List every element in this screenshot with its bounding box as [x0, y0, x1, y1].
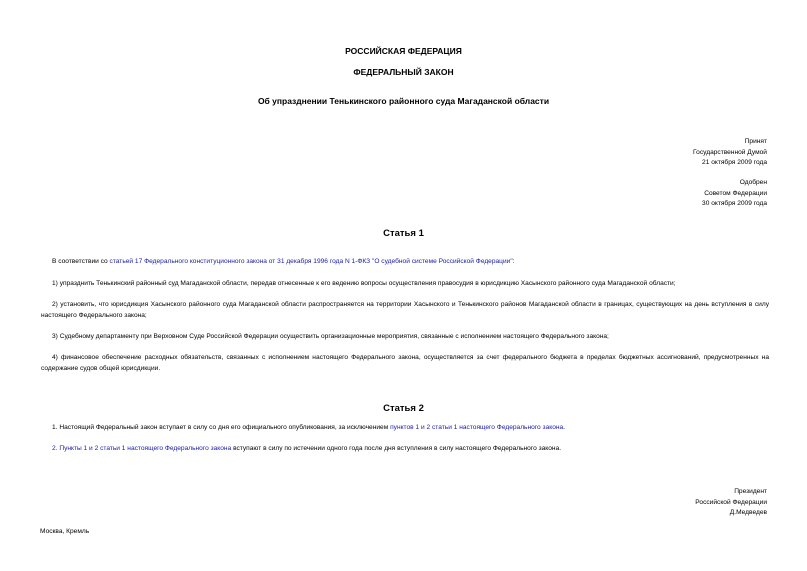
accepted-date: 21 октября 2009 года	[702, 159, 767, 166]
accepted-by: Государственной Думой	[693, 148, 767, 156]
article-1-item-2: 2) установить, что юрисдикция Хасынского районного суда Магаданской области распространяется на территории Хасынского и Тенькинского районов Магаданской области в границах, существующих на день вступления в силу настоящего Федерального закона;	[41, 301, 769, 319]
signature-title: Президент	[734, 488, 767, 495]
signature-block	[695, 487, 767, 519]
adoption-block	[693, 137, 767, 169]
article-1-intro	[41, 257, 769, 268]
approval-block	[702, 178, 767, 210]
signature-name: Д.Медведев	[729, 509, 767, 516]
accepted-label: Принят	[744, 138, 767, 145]
article-1-heading: Статья 1	[383, 228, 424, 239]
items-link[interactable]: пунктов 1 и 2 статьи 1 настоящего Федерального закона	[390, 424, 564, 431]
intro-colon: :	[512, 258, 515, 265]
approved-date: 30 октября 2009 года	[702, 200, 767, 207]
law-title: Об упразднении Тенькинского районного суда Магаданской области	[257, 96, 550, 106]
country-heading: РОССИЙСКАЯ ФЕДЕРАЦИЯ	[345, 46, 462, 56]
article-1-item-4: 4) финансовое обеспечение расходных обязательств, связанных с исполнением настоящего Федерального закона, осуществляется за счет федерального бюджета в пределах бюджетных ассигнований, предусмотренных на содержание судов общей юрисдикции.	[41, 354, 769, 372]
place-footer: Москва, Кремль	[40, 528, 90, 535]
para-1-period: .	[563, 424, 566, 431]
intro-text: В соответствии со	[52, 258, 110, 265]
article-2-para-2	[41, 444, 769, 455]
article-2-para-1	[41, 423, 769, 434]
items-link-2[interactable]: 2. Пункты 1 и 2 статьи 1 настоящего Федерального закона	[52, 445, 232, 452]
para-1-text: 1. Настоящий Федеральный закон вступает в силу со дня его официального опубликования, за исключением	[52, 424, 391, 431]
para-2-text: вступают в силу по истечении одного года после дня вступления в силу настоящего Федерального закона.	[231, 445, 562, 452]
approved-by: Советом Федерации	[704, 189, 767, 197]
approved-label: Одобрен	[739, 179, 767, 186]
article-1-item-3: 3) Судебному департаменту при Верховном Суде Российской Федерации осуществить организационные мероприятия, связанные с исполнением настоящего Федерального закона;	[52, 333, 609, 340]
signature-org: Российской Федерации	[695, 498, 767, 506]
law-type-heading: ФЕДЕРАЛЬНЫЙ ЗАКОН	[353, 67, 454, 77]
fkz-link[interactable]: статьей 17 Федерального конституционного закона от 31 декабря 1996 года N 1-ФКЗ "О судебной системе Российской Федерации"	[109, 258, 513, 265]
article-1-item-1: 1) упразднить Тенькинский районный суд Магаданской области, передав отнесенные к его ведению вопросы осуществления правосудия в юрисдикцию Хасынского районного суда Магаданской области;	[52, 280, 676, 287]
article-2-heading: Статья 2	[383, 403, 424, 414]
